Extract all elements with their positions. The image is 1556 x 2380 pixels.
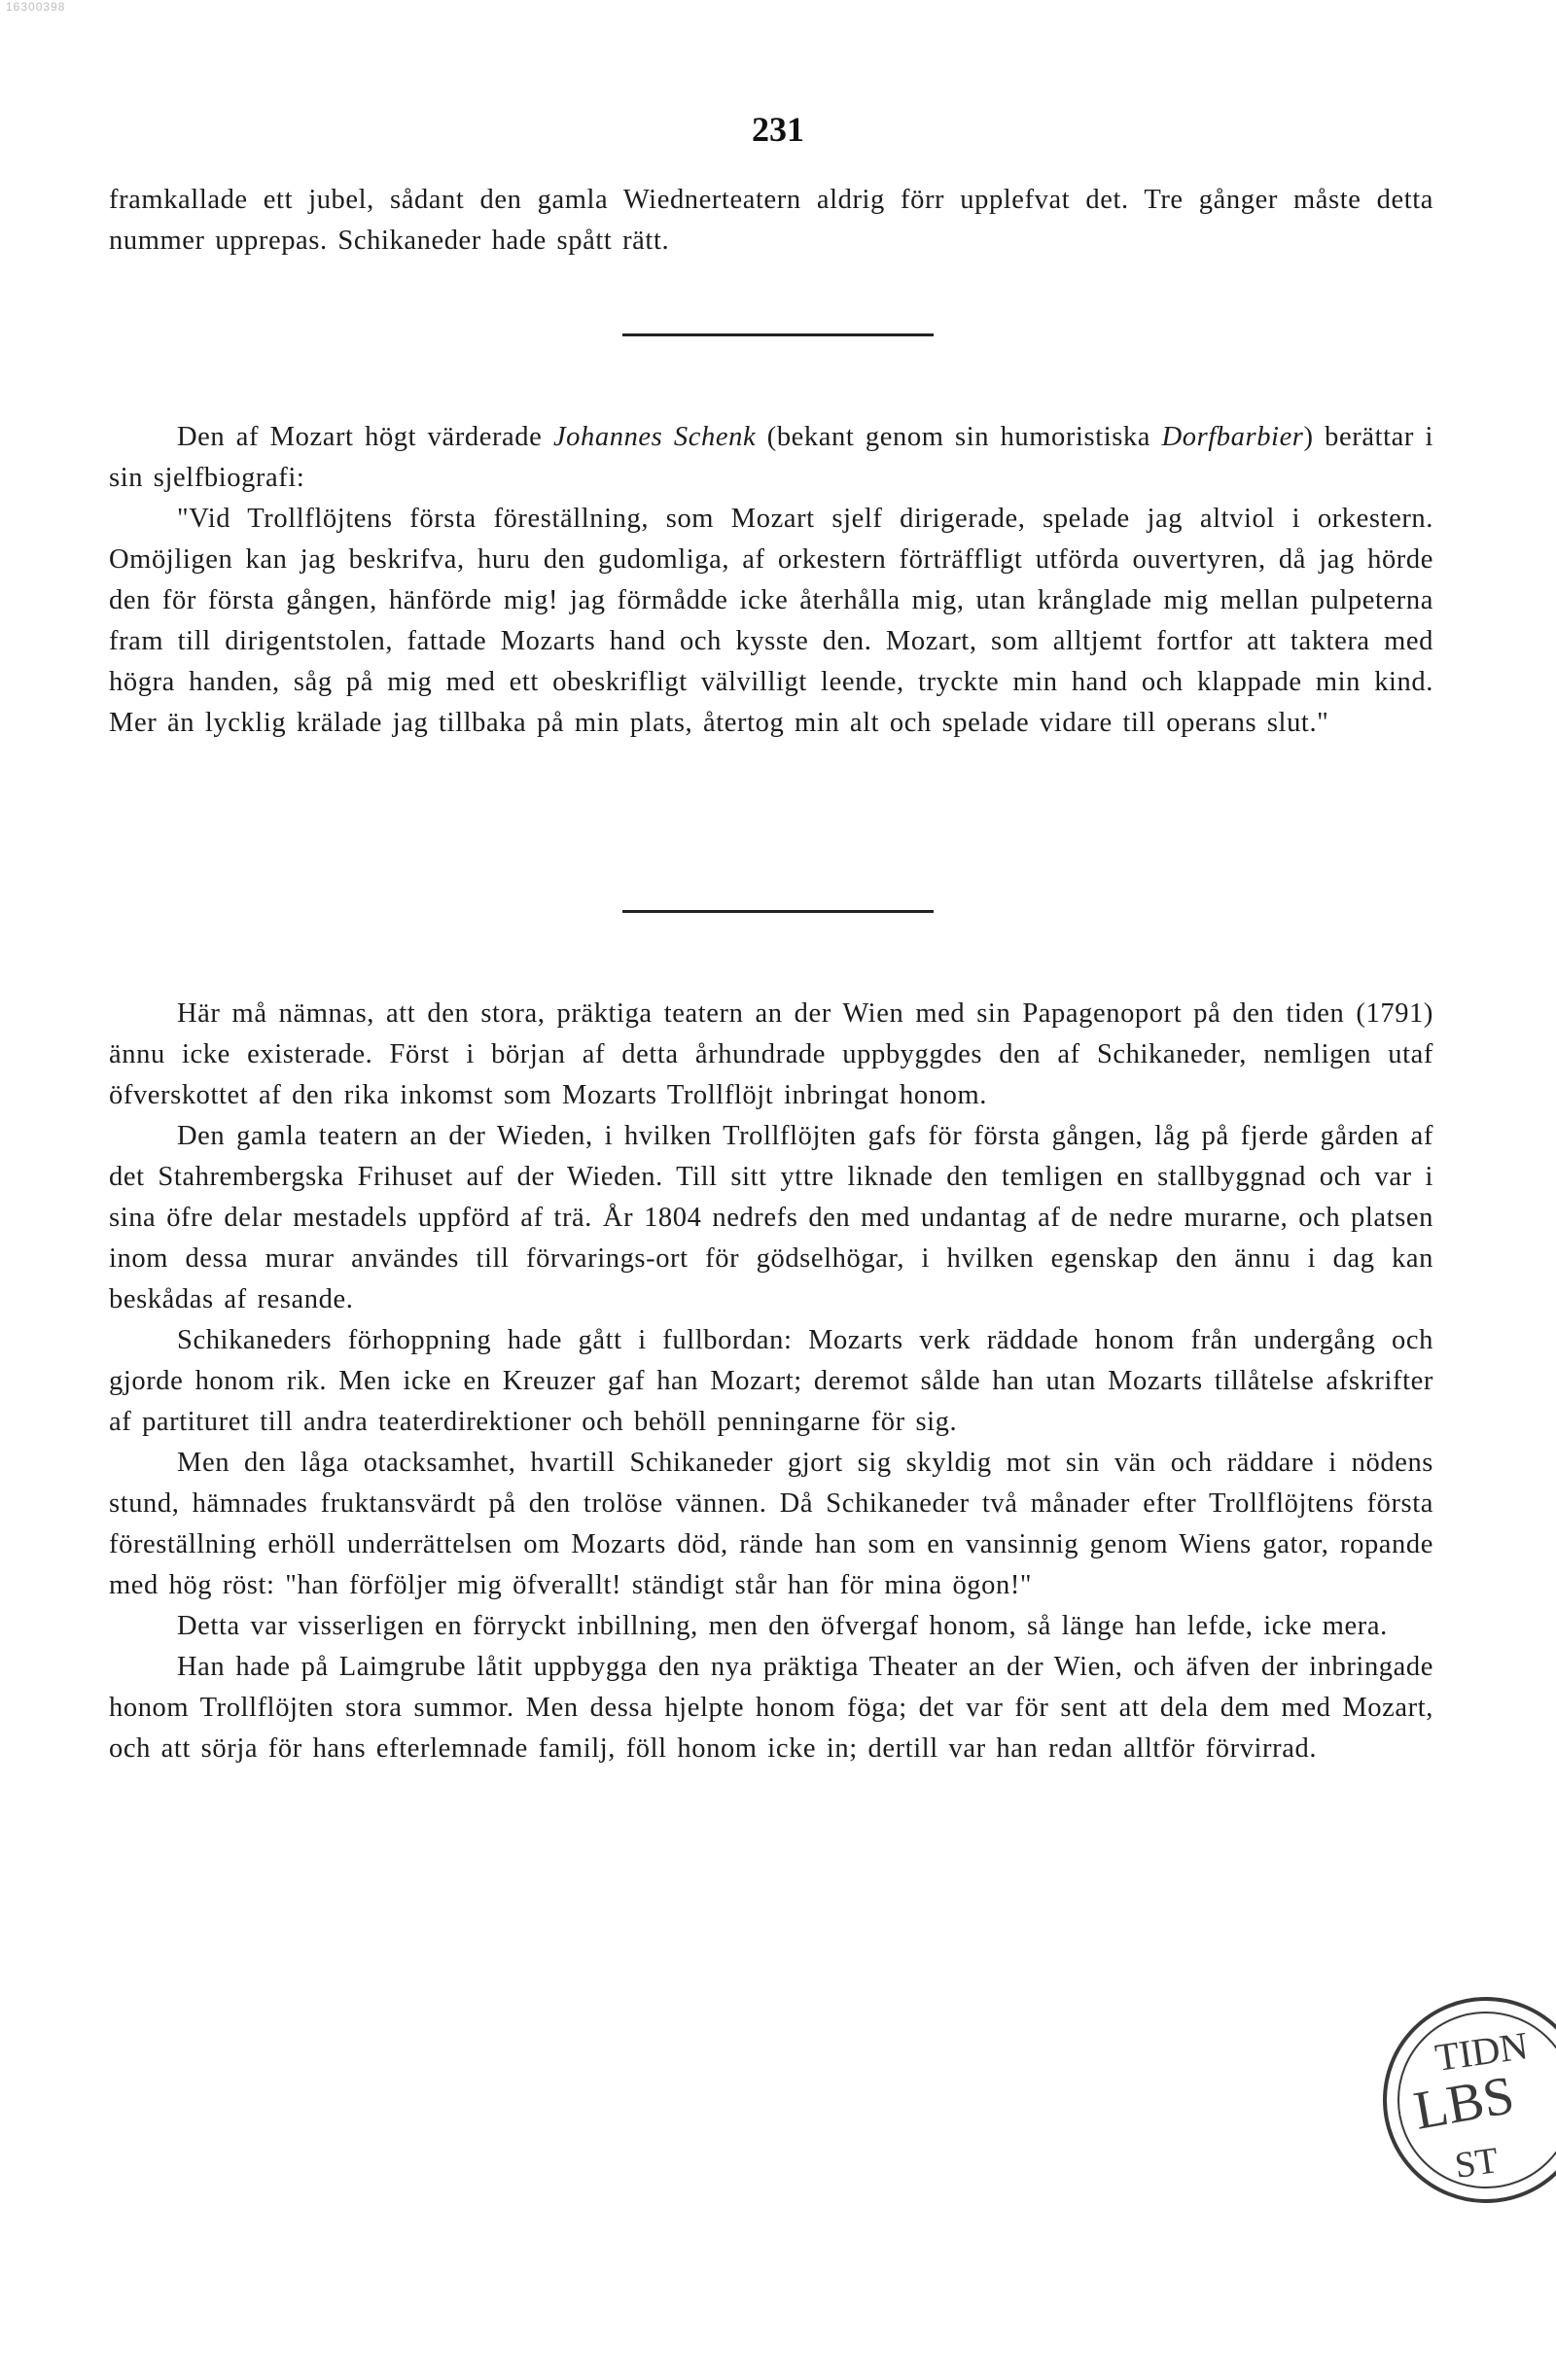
schenk-quote: "Vid Trollflöjtens första föreställning, som Mozart sjelf dirigerade, spelade jag altviol i orkestern. Omöjligen kan jag beskrifva, huru den gudomliga, af orkestern förträffligt utförda ouvertyren, då jag hörde den för första gången, hänförde mig! jag förmådde icke återhålla mig, utan krånglade mig mellan pulpeterna fram till dirigentstolen, fattade Mozarts hand och kysste den. Mozart, som alltjemt fortfor att taktera med högra handen, såg på mig med ett obeskrifligt välvilligt leende, tryckte min hand och klappade min kind. Mer än lycklig krälade jag tillbaka på min plats, återtog min alt och spelade vidare till operans slut." bbox=[109, 504, 1433, 738]
paragraph-delusion: Detta var visserligen en förryckt inbillning, men den öfvergaf honom, så länge han lefde, icke mera. bbox=[177, 1611, 1388, 1641]
library-stamp-graphic bbox=[1340, 1991, 1556, 2205]
stamp-line-3: ST bbox=[1452, 2140, 1502, 2187]
continuation-block bbox=[109, 180, 1433, 262]
paragraph-theater: Här må nämnas, att den stora, präktiga teatern an der Wien med sin Papagenoport på den tiden (1791) ännu icke existerade. Först i början af detta århundrade uppbyggdes den af Schikaneder, nemligen utaf öfverskottet af den rika inkomst som Mozarts Trollflöjt inbringat honom. bbox=[109, 998, 1433, 1110]
schenk-section bbox=[109, 417, 1433, 744]
schenk-intro-lead: Den af Mozart högt värderade bbox=[177, 422, 553, 452]
paragraph-old-theater: Den gamla teatern an der Wieden, i hvilken Trollflöjten gafs för första gången, låg på fjerde gården af det Stahrembergska Frihuset auf der Wieden. Till sitt yttre liknade den temligen en stallbyggnad och var i sina öfre delar mestadels uppförd af trä. År 1804 nedrefs den med undantag af de nedre murarne, och platsen inom dessa murar användes till förvarings-ort för gödselhögar, i hvilken egenskap den ännu i dag kan beskådas af resande. bbox=[109, 1121, 1433, 1314]
stamp-line-1: TIDN bbox=[1432, 2023, 1531, 2080]
schenk-intro bbox=[109, 417, 1433, 499]
paragraph-laimgrube: Han hade på Laimgrube låtit uppbygga den nya präktiga Theater an der Wien, och äfven der inbringade honom Trollflöjten stora summor. Men dessa hjelpte honom föga; det var för sent att dela dem med Mozart, och att sörja för hans efterlemnade familj, föll honom icke in; dertill var han redan alltför förvirrad. bbox=[109, 1652, 1433, 1764]
paragraph-ingratitude: Men den låga otacksamhet, hvartill Schikaneder gjort sig skyldig mot sin vän och räddare i nödens stund, hämnades fruktansvärdt på den trolöse vännen. Då Schikaneder två månader efter Trollflöjtens första föreställning erhöll underrättelsen om Mozarts död, rände han som en vansinnig genom Wiens gator, ropande med hög röst: "han förföljer mig öfverallt! ständigt står han för mina ögon!" bbox=[109, 1448, 1433, 1600]
catalog-id: 16300398 bbox=[6, 0, 66, 14]
page-number: 231 bbox=[752, 110, 804, 149]
schenk-work-title: Dorfbarbier bbox=[1161, 422, 1304, 452]
main-section bbox=[109, 994, 1433, 1769]
stamp-line-2: LBS bbox=[1409, 2064, 1519, 2142]
paragraph-hope: Schikaneders förhoppning hade gått i fullbordan: Mozarts verk räddade honom från undergång och gjorde honom rik. Men icke en Kreuzer gaf han Mozart; deremot sålde han utan Mozarts tillåtelse afskrifter af partituret till andra teaterdirektioner och behöll penningarne för sig. bbox=[109, 1325, 1433, 1437]
schenk-intro-tail: ) berättar i sin sjelfbiografi: bbox=[109, 422, 1433, 493]
schenk-intro-mid: (bekant genom sin humoristiska bbox=[756, 422, 1162, 452]
continuation-paragraph: framkallade ett jubel, sådant den gamla Wiednerteatern aldrig förr upplefvat det. Tre gånger måste detta nummer upprepas. Schikaneder hade spått rätt. bbox=[109, 185, 1433, 256]
schenk-name: Johannes Schenk bbox=[552, 422, 757, 452]
section-divider-2 bbox=[622, 910, 934, 913]
library-stamp bbox=[1340, 1991, 1556, 2205]
section-divider-1 bbox=[622, 333, 934, 336]
